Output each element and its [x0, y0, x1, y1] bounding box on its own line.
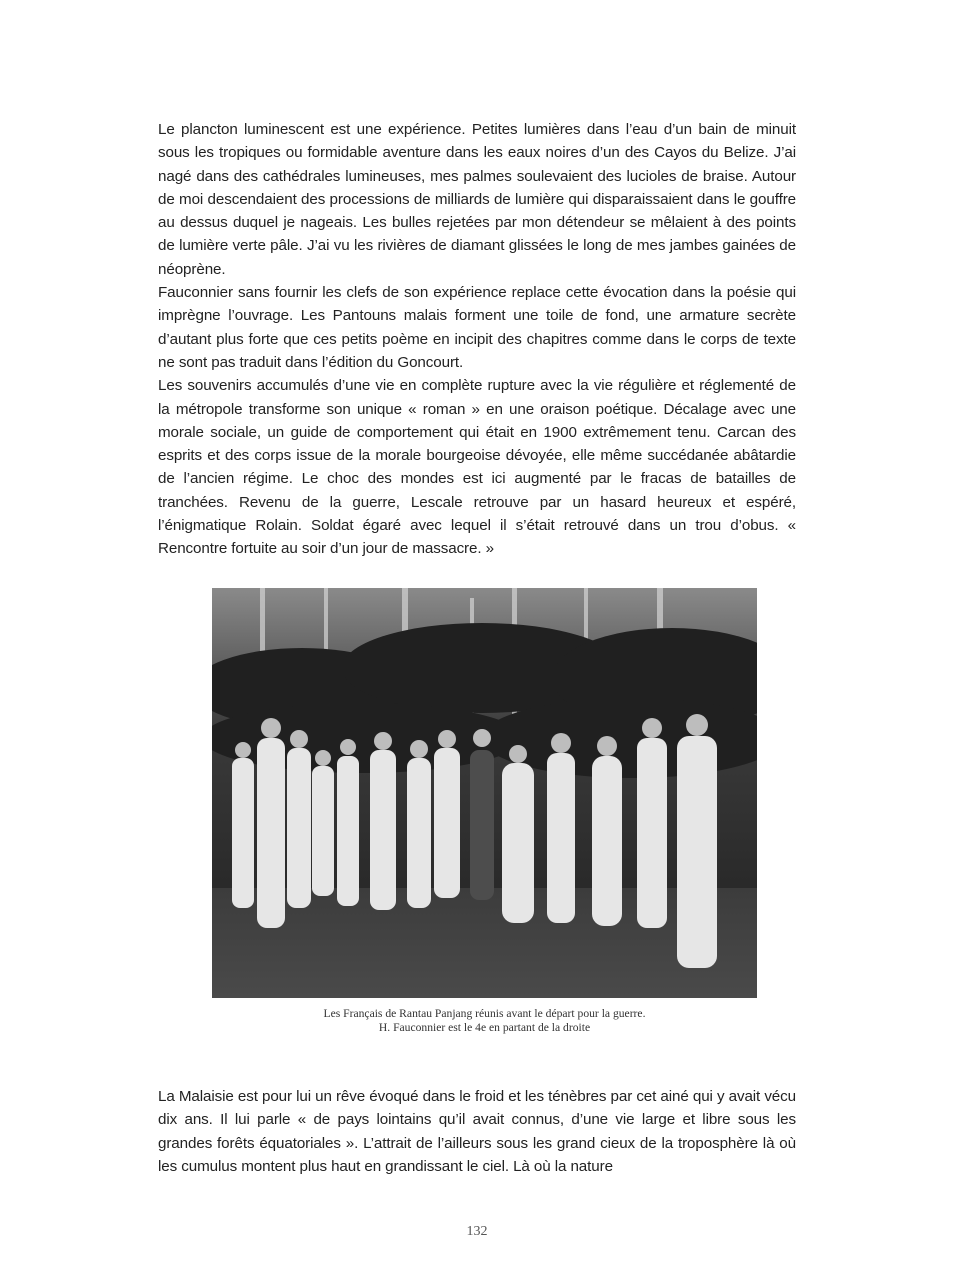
page-number: 132: [466, 1224, 488, 1239]
bottom-text-block: [158, 1085, 796, 1178]
photo-illustration: [212, 588, 757, 998]
paragraph-malaisie: La Malaisie est pour lui un rêve évoqué dans le froid et les ténèbres par cet ainé qui y avait vécu dix ans. Il lui parle « de pays lointains qu’il avait connus, d’une vie large et libre sous les grandes forêts équatoriales ». L’attrait de l’ailleurs sous les grand cieux de la troposphère là où les cumulus montent plus haut en grandissant le ciel. Là où la nature: [158, 1088, 796, 1175]
paragraph-fauconnier: Fauconnier sans fournir les clefs de son expérience replace cette évocation dans la poésie qui imprègne l’ouvrage. Les Pantouns malais forment une toile de fond, une armature secrète d’autant plus forte que ces petits poème en incipit des chapitres comme dans le corps de texte ne sont pas traduit dans l’édition du Goncourt.: [158, 284, 796, 371]
group-photograph: [212, 588, 757, 998]
figure-caption: [212, 1007, 757, 1034]
caption-line-1: Les Français de Rantau Panjang réunis avant le départ pour la guerre.: [323, 1007, 646, 1020]
paragraph-souvenirs: Les souvenirs accumulés d’une vie en complète rupture avec la vie régulière et réglementé de la métropole transforme son unique « roman » en une oraison poétique. Décalage avec une morale sociale, un guide de comportement qui était en 1900 extrêmement tenu. Carcan des esprits et des corps issue de la morale bourgeoise dévoyée, elle même succédanée abâtardie de l’ancien régime. Le choc des mondes est ici augmenté par le fracas de batailles de tranchées. Revenu de la guerre, Lescale retrouve par un hasard heureux et espéré, l’énigmatique Rolain. Soldat égaré avec lequel il s’était retrouvé dans un trou d’obus. « Rencontre fortuite au soir d’un jour de massacre. »: [158, 377, 796, 558]
paragraph-plancton: Le plancton luminescent est une expérience. Petites lumières dans l’eau d’un bain de minuit sous les tropiques ou formidable aventure dans les eaux noires d’un des Cayos du Belize. J’ai nagé dans des cathédrales lumineuses, mes palmes soulevaient des lucioles de braise. Autour de moi descendaient des processions de milliards de lumière qui disparaissaient dans le gouffre au dessus duquel je nageais. Les bulles rejetées par mon détendeur se mêlaient à des points de lumière verte pâle. J’ai vu les rivières de diamant glissées le long de mes jambes gainées de néoprène.: [158, 121, 796, 278]
top-text-block: [158, 118, 796, 561]
figure-dark-clothing: [470, 750, 494, 900]
caption-line-2: H. Fauconnier est le 4e en partant de la droite: [378, 1020, 591, 1034]
